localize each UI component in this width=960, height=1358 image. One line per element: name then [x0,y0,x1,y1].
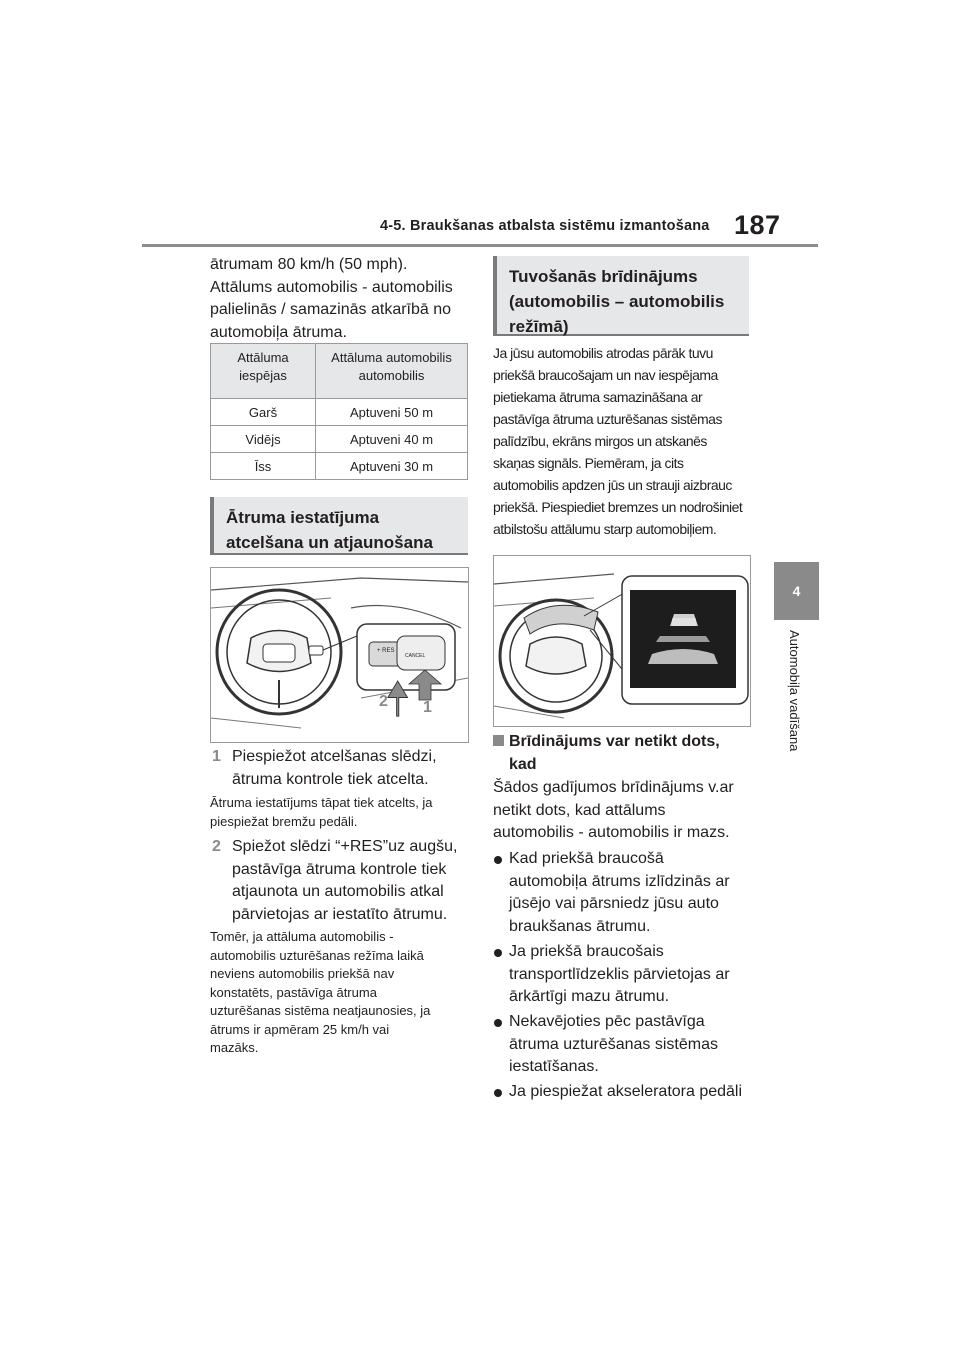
table-cell: Īss [211,453,316,480]
step-2-line: Spiežot slēdzi “+RES”uz augšu, [232,838,458,855]
table-cell: Vidējs [211,426,316,453]
intro-line: palielinās / samazinās atkarībā no [210,301,452,318]
intro-line: Attālums automobilis - automobilis [210,278,453,296]
bullet-dot-icon [494,949,502,957]
intro-paragraph [210,254,472,344]
section-heading-approach-warning: Tuvošanās brīdinājums (automobilis – automobilis režīmā) [493,256,749,336]
section-heading-cancel-resume: Ātruma iestatījuma atcelšana un atjaunošana [210,497,468,555]
cancel-button-label: CANCEL [405,653,426,659]
table-header-row [211,344,468,399]
running-header: 4-5. Braukšanas atbalsta sistēmu izmantošana [380,218,710,234]
subheading-warning-not-given: Brīdinājums var netikt dots, kad [493,731,755,776]
callout-2: 2 [379,693,388,710]
step-1 [212,746,474,791]
step-1-line: ātruma kontrole tiek atcelta. [232,770,429,788]
table-row [211,426,468,453]
intro-line: automobiļa ātruma. [210,323,347,341]
step-number-2: 2 [212,838,221,855]
distance-table [210,343,468,480]
warning-display-figure [493,555,751,727]
step-1-line: Piespiežot atcelšanas slēdzi, [232,748,437,765]
step-2-line: pastāvīga ātruma kontrole tiek [232,860,447,878]
table-cell: Garš [211,399,316,426]
table-row [211,399,468,426]
chapter-tab: 4 [774,562,819,620]
step-2-note: Tomēr, ja attāluma automobilis - automobilis uzturēšanas režīma laikā neviens automobilis priekšā nav konstatēts, pastāvīga ātruma uzturēšanas sistēma neatjaunosies, ja ātrums ir apmēram 25 km/h vai mazāks. [210,929,431,1055]
bullet-dot-icon [494,1019,502,1027]
table-cell: Aptuveni 30 m [316,453,468,480]
step-2-line: pārvietojas ar iestatīto ātrumu. [232,905,448,923]
intro-line: ātrumam 80 km/h (50 mph). [210,256,408,273]
steering-wheel-illustration [211,568,468,742]
chapter-label-text: Automobiļa vadīšana [787,630,802,752]
table-row [211,453,468,480]
table-cell: Aptuveni 40 m [316,426,468,453]
square-bullet-icon [493,735,504,746]
step-1-note: Ātruma iestatījums tāpat tiek atcelts, ja piespiežat bremžu pedāli. [210,795,433,829]
bullet-dot-icon [494,856,502,864]
table-cell: Aptuveni 50 m [316,399,468,426]
table-header-distance: Attāluma automobilis automobilis [316,344,468,399]
res-button-label: + RES [377,648,395,654]
step-2-line: atjaunota un automobilis atkal [232,883,444,900]
callout-1: 1 [423,699,432,716]
step-2 [212,836,474,926]
table-header-distance-option: Attāluma iespējas [211,344,316,399]
bullet-dot-icon [494,1089,502,1097]
step-number-1: 1 [212,748,221,765]
header-rule [142,244,818,247]
meter-warning-illustration [494,556,750,726]
chapter-label [780,630,810,780]
page-number: 187 [734,210,781,240]
steering-switch-figure [210,567,469,743]
sub-intro-paragraph: Šādos gadījumos brīdinājums v.ar netikt dots, kad attālums automobilis - automobilis ir mazs. [493,779,734,841]
approach-warning-paragraph: Ja jūsu automobilis atrodas pārāk tuvu priekšā braucošajam un nav iespējama pietiekama ātruma samazināšana ar pastāvīga ātruma uzturēšanas sistēmas palīdzību, ekrāns mirgos un atskanēs skaņas signāls. Piemēram, ja cits automobilis apdzen jūs un strauji aizbrauc priekšā. Piespiediet bremzes un nodrošiniet atbilstošu attālumu starp automobiļiem. [493,345,743,537]
